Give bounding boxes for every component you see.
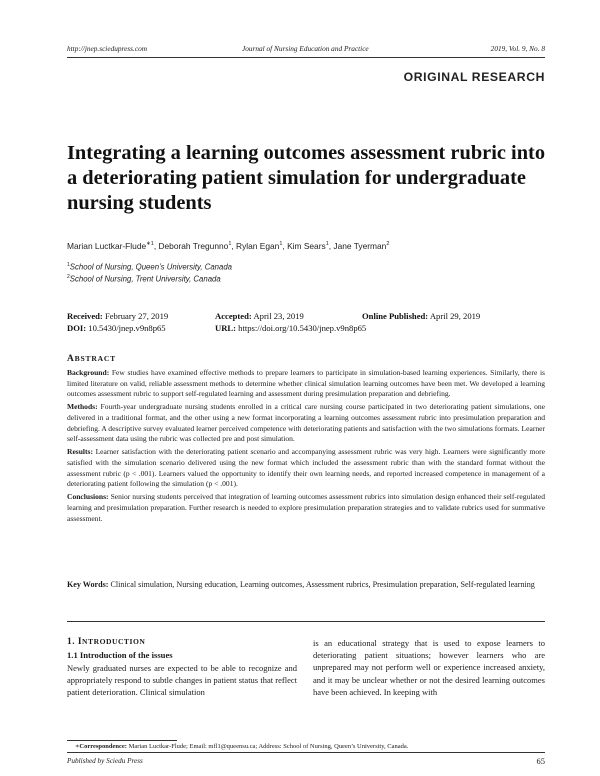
- author-sup: 1: [279, 241, 283, 248]
- footnote-marker: ∗: [75, 743, 80, 750]
- section-heading-rest: NTRODUCTION: [82, 637, 146, 646]
- affiliation: [67, 274, 221, 284]
- section-heading-initial: I: [77, 637, 83, 647]
- author-name: Rylan Egan: [236, 241, 280, 251]
- journal-url[interactable]: http://jnep.sciedupress.com: [67, 44, 147, 53]
- body-column-right: [313, 637, 545, 698]
- affiliation-sup: 2: [67, 274, 70, 280]
- abstract-heading-initial: A: [67, 354, 75, 364]
- methods-text: Fourth-year undergraduate nursing students enrolled in a critical care nursing course participated in two deteriorating patient simulations, one delivered in a traditional format, and the other using a new format incorporating a learning outcomes assessment rubric into presimulation preparation and debriefing. A descriptive survey evaluated learner perceived competence with deteriorating patients and satisfaction with the two simulations formats. Learner self-assessment data using the rubric was collected pre and post simulation.: [67, 402, 546, 444]
- volume-info: 2019, Vol. 9, No. 8: [490, 44, 545, 53]
- received-label: Received:: [67, 311, 103, 321]
- body-column-left: [67, 637, 297, 699]
- affiliation-text: School of Nursing, Queen’s University, Canada: [69, 262, 233, 272]
- accepted-date: [215, 311, 304, 321]
- abstract-conclusions: [67, 492, 545, 524]
- author-name: Deborah Tregunno: [158, 241, 229, 251]
- author-name: Jane Tyerman: [333, 241, 387, 251]
- article-title: Integrating a learning outcomes assessment rubric into a deteriorating patient simulation for undergraduate nursing students: [67, 142, 546, 214]
- body-paragraph: Newly graduated nurses are expected to be able to recognize and appropriately respond to subtle changes in patient status that reflect patient deterioration. Clinical simulation: [67, 663, 297, 698]
- section-label: ORIGINAL RESEARCH: [403, 70, 545, 84]
- received-value: February 27, 2019: [104, 311, 169, 321]
- accepted-value: April 23, 2019: [253, 311, 304, 321]
- affiliation: [67, 262, 232, 272]
- author-sup: 2: [386, 241, 390, 248]
- journal-name: Journal of Nursing Education and Practice: [242, 44, 369, 53]
- methods-label: Methods:: [67, 402, 98, 412]
- abstract-methods: [67, 402, 545, 444]
- doi: [67, 323, 166, 333]
- affiliation-sup: 1: [67, 262, 70, 268]
- url-label: URL:: [215, 323, 237, 333]
- published-label: Online Published:: [362, 311, 429, 321]
- footnote-rule: [67, 740, 177, 741]
- conclusions-label: Conclusions:: [67, 492, 109, 502]
- accepted-label: Accepted:: [215, 311, 252, 321]
- page-number: 65: [536, 756, 545, 766]
- keywords-label: Key Words:: [67, 580, 109, 589]
- doi-value: 10.5430/jnep.v9n8p65: [88, 323, 166, 333]
- published-value: April 29, 2019: [429, 311, 481, 321]
- keywords-text: Clinical simulation, Nursing education, Learning outcomes, Assessment rubrics, Presimulation preparation, Self-regulated learning: [110, 580, 535, 589]
- section-heading: [67, 637, 297, 647]
- abstract-body: [67, 368, 545, 527]
- keywords: [67, 579, 545, 591]
- affiliation-text: School of Nursing, Trent University, Canada: [69, 274, 221, 284]
- author-list: Marian Luctkar-Flude$^{∗1}$, Deborah Tregunno$^1$, Rylan Egan$^1$, Kim Sears$^1$, Jane Tyerman$^2$: [67, 241, 390, 251]
- abstract-rule: [67, 621, 545, 622]
- footnote-label: Correspondence:: [79, 743, 127, 750]
- footnote-text: Marian Luctkar-Flude; Email: mfl1@queensu.ca; Address: School of Nursing, Queen’s University, Canada.: [128, 743, 409, 750]
- url: [215, 323, 366, 333]
- author-name: Marian Luctkar-Flude: [67, 241, 147, 251]
- abstract-heading: [67, 354, 116, 364]
- author-name: Kim Sears: [287, 241, 326, 251]
- subsection-heading: 1.1 Introduction of the issues: [67, 650, 173, 660]
- conclusions-text: Senior nursing students perceived that integration of learning outcomes assessment rubrics into simulation design enhanced their self-regulated learning and presimulation preparation. Further research is needed to explore presimulation preparation strategies and to validate rubrics used for summative assessment.: [67, 492, 545, 523]
- section-number: 1.: [67, 637, 78, 647]
- results-label: Results:: [67, 447, 93, 457]
- correspondence-footnote: [75, 742, 408, 750]
- results-text: Learner satisfaction with the deteriorating patient scenario and accompanying assessment rubric was very high. Learners were significantly more satisfied with the simulation scenario delivered using the new format which included the assessment rubric than with the standard format without the assessment rubric (p < .001). Learners valued the opportunity to identify their own learning needs, and reported increased competence in management of a deteriorating patient following the simulation (p < .001).: [67, 447, 545, 489]
- published-date: [362, 311, 480, 321]
- footer-rule: [67, 752, 545, 753]
- author-sup: ∗1: [146, 241, 154, 248]
- author-sup: 1: [325, 241, 329, 248]
- body-paragraph: is an educational strategy that is used to expose learners to deteriorating patient situations; however learners who are unprepared may not perform well or experience increased anxiety, and it may be unclear whether or not the desired learning outcomes have been achieved. In keeping with: [313, 638, 545, 697]
- url-link[interactable]: https://doi.org/10.5430/jnep.v9n8p65: [238, 323, 367, 333]
- received-date: [67, 311, 168, 321]
- background-label: Background:: [67, 368, 110, 377]
- abstract-results: [67, 447, 545, 489]
- header-rule: [67, 57, 545, 58]
- running-header: [67, 44, 545, 56]
- author-sup: 1: [228, 241, 232, 248]
- doi-label: DOI:: [67, 323, 87, 333]
- publisher: Published by Sciedu Press: [67, 757, 143, 765]
- background-text: Few studies have examined effective methods to prepare learners to participate in simulation-based learning experiences. Similarly, there is limited literature on valid, reliable assessment methods to determine whether clinical simulation learning outcomes have been met. We developed a learning outcomes assessment rubric to support self-regulated learning and assessment during presimulation preparation and debriefing.: [67, 368, 545, 399]
- abstract-background: [67, 368, 545, 400]
- abstract-heading-rest: BSTRACT: [74, 354, 117, 363]
